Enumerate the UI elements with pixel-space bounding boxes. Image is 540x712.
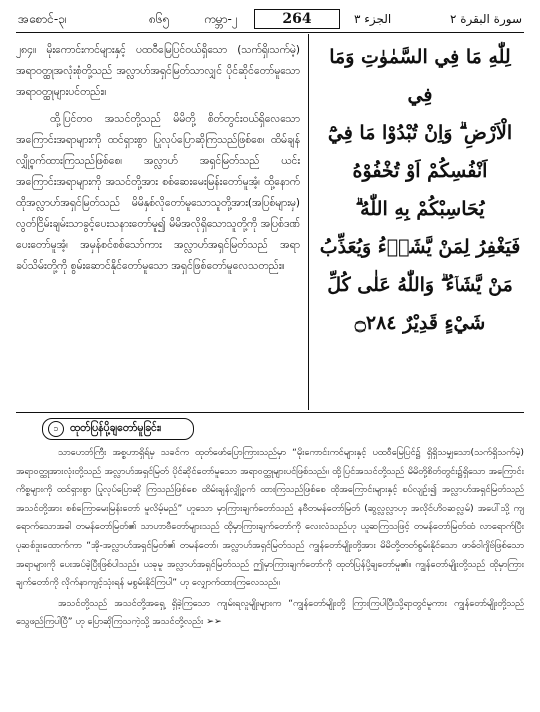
column-divider [308, 34, 309, 410]
commentary-number: ၁ [48, 421, 64, 437]
header-divider [16, 32, 524, 33]
translation-paragraph: ၂၈၄။ မိုးကောင်းကင်များနှင့် ပထဝီမြေပြင်ဝယ်ရှိသော (သက်ရှိ၊သက်မဲ့) အရာဝတ္ထုအလုံးစုံတို့သည် အလ္လာဟ်အရှင်မြတ်သာလျှင် ပိုင်ဆိုင်တော်မူသော အရာဝတ္ထုများပင်တည်း။ [16, 44, 300, 98]
verse-line: يُحَاسِبْكُمْ بِهِ اللّٰهُ ۗ [355, 198, 485, 220]
commentary-paragraph: သာဟေဘ်ကြီး အစ္စဟာရှိရ်မှ သခင်က ထုတ်ဖော်ပြောကြားသည်မှာ “မိုးကောင်းကင်များနှင့် ပထဝီမြေပြင်၌ ရှိရှိသမျှသော(သက်ရှိသက်မဲ့) အရာဝတ္ထုအားလုံးတို့သည် အလ္လာဟ်အရှင်မြတ် ပိုင်ဆိုင်တော်မူသော အရာဝတ္ထုများပင်ဖြစ်သည်။ ထို့ပြင်အသင်တို့သည် မိမိတို့စိတ်တွင်း၌ရှိသော အကြောင်းကိစ္စများကို ထင်ရှားစွာ ပြုလုပ်ပြောဆို ကြသည်ဖြစ်စေ ထိမ်းချန်လျှို့ဝှက် ထားကြသည်ဖြစ်စေ ထိုအကြောင်းများနှင့် စပ်လျဉ်း၍ အလ္လာဟ်အရှင်မြတ်သည် အသင်တို့အား စစ်ကြောမေးမြန်းတော် မူလိမ့်မည်” ဟူသော မှာကြားချက်တော်သည် နဗီတမန်တော်မြတ် (ဆွလ္လလ္လာဟု အလိုင်ဟိဝဆလ္လမ်) အပေါ်သို့ ကျရောက်သောအခါ တမန်တော်မြတ်၏ သာဟာဗီတော်များသည် ထိုမှာကြားချက်တော်ကို လေးလံသည်ဟု ယူဆကြသဖြင့် တမန်တော်မြတ်ထံ လာရောက်ပြီး ပုဆစ်ဒူးထောက်ကာ “အို-အလ္လာဟ်အရှင်မြတ်၏ တမန်တော်၊ အလ္လာဟ်အရှင်မြတ်သည် ကျွန်တော်မျိုးတို့အား မိမိတို့တတ်စွမ်းနိုင်သော ဖာဓ်ဝါဂျိဗ်ဖြစ်သော အရာများကို ပေးအပ်ခဲ့ပြီးဖြစ်ပါသည်။ ယခုမူ အလ္လာဟ်အရှင်မြတ်သည် ဤမှာကြားချက်တော်ကို ထုတ်ပြန်ပို့ချတော်မူ၏။ ကျွန်တော်မျိုးတို့သည် ထိုမှာကြားချက်တော်ကို လိုက်နာကျင့်သုံးရန် မစွမ်းနိုင်ကြပါ” ဟု လျှောက်ထားကြလေသည်။ [16, 447, 524, 589]
surah-label: سورة البقرة ٢ [449, 12, 522, 26]
arabic-verse [316, 38, 524, 342]
commentary-body [16, 444, 524, 632]
verse-line: لِلّٰهِ مَا فِي السَّمٰوٰتِ وَمَا فِي [329, 46, 511, 106]
translation-paragraph: ထို့ပြင်တဝ အသင်တို့သည် မိမိတို့ စိတ်တွင်းဝယ်ရှိလေသော အကြောင်းအရာများကို ထင်ရှားစွာ ပြုလုပ်ပြောဆိုကြသည်ဖြစ်စေ၊ ထိမ်ချန်လျှို့ဝှက်ထားကြသည်ဖြစ်စေ၊ အလ္လာဟ် အရှင်မြတ်သည် ယင်းအကြောင်းအရာများကို အသင်တို့အား စစ်ဆေးမေးမြန်းတော်မူအံ့၊ ထို့နောက်ထိုအလ္လာဟ်အရှင်မြတ်သည် မိမိနှစ်လိုတော်မူသောသူတို့အား(အပြစ်များမှ) လွတ်ငြိမ်းချမ်းသာခွင့်ပေးသနားတော်မူ၍ မိမိအလိုရှိသောသူတို့ကို အပြစ်ဒဏ်ပေးတော်မူအံ့၊ အမှန်စင်စစ်သော်ကား အလ္လာဟ်အရှင်မြတ်သည် အရာခပ်သိမ်းတို့ကို စွမ်းဆောင်နိုင်တော်မူသော အရှင်ဖြစ်တော်မူလေသတည်း။ [16, 113, 300, 272]
section-divider [16, 412, 524, 413]
juz-label: الجزء ٣ [354, 12, 392, 26]
verse-line: اَنْفُسِكُمْ اَوْ تُخْفُوْهُ [352, 160, 488, 182]
quran-page [16, 8, 524, 704]
volume-label: အစောင်-၃၊ [18, 12, 67, 26]
verse-line: شَيْءٍ قَدِيْرٌ ۝٢٨٤ [354, 312, 486, 334]
translation-column [16, 40, 300, 283]
part-label: ကမ္ဘာ-၂ [204, 12, 238, 26]
commentary-paragraph: အသင်တို့သည် အသင်တို့အရှေ့ ရှိခဲ့ကြသော ကျမ်းရလူမျိုးများက “ကျွန်တော်မျိုးတို့ ကြားကြပါပြီ၊သို့ရာတွင်မူကား ကျွန်တော်မျိုးတို့သည် သွေဖည်ကြပါပြီ” ဟု ပြောဆိုကြသကဲ့သို့ အသင်တို့လည်း ➢➢ [16, 597, 524, 628]
commentary-heading [16, 418, 524, 442]
page-number: 264 [254, 9, 340, 29]
verse-line: فَيَغْفِرُ لِمَنْ يَّشَاۤءُ وَيُعَذِّبُ [319, 236, 521, 258]
page-header [16, 8, 524, 30]
serial-number: ၈၆၅ [149, 12, 170, 26]
commentary-title: ထုတ်ပြန်ပို့ချတော်မူခြင်း၊ [70, 422, 162, 434]
verse-line: الْاَرْضِ ۗ وَاِنْ تُبْدُوْا مَا فِيْٓ [327, 122, 513, 144]
verse-line: مَنْ يَّشَاۤءُ ۗ وَاللّٰهُ عَلٰى كُلِّ [327, 274, 513, 296]
